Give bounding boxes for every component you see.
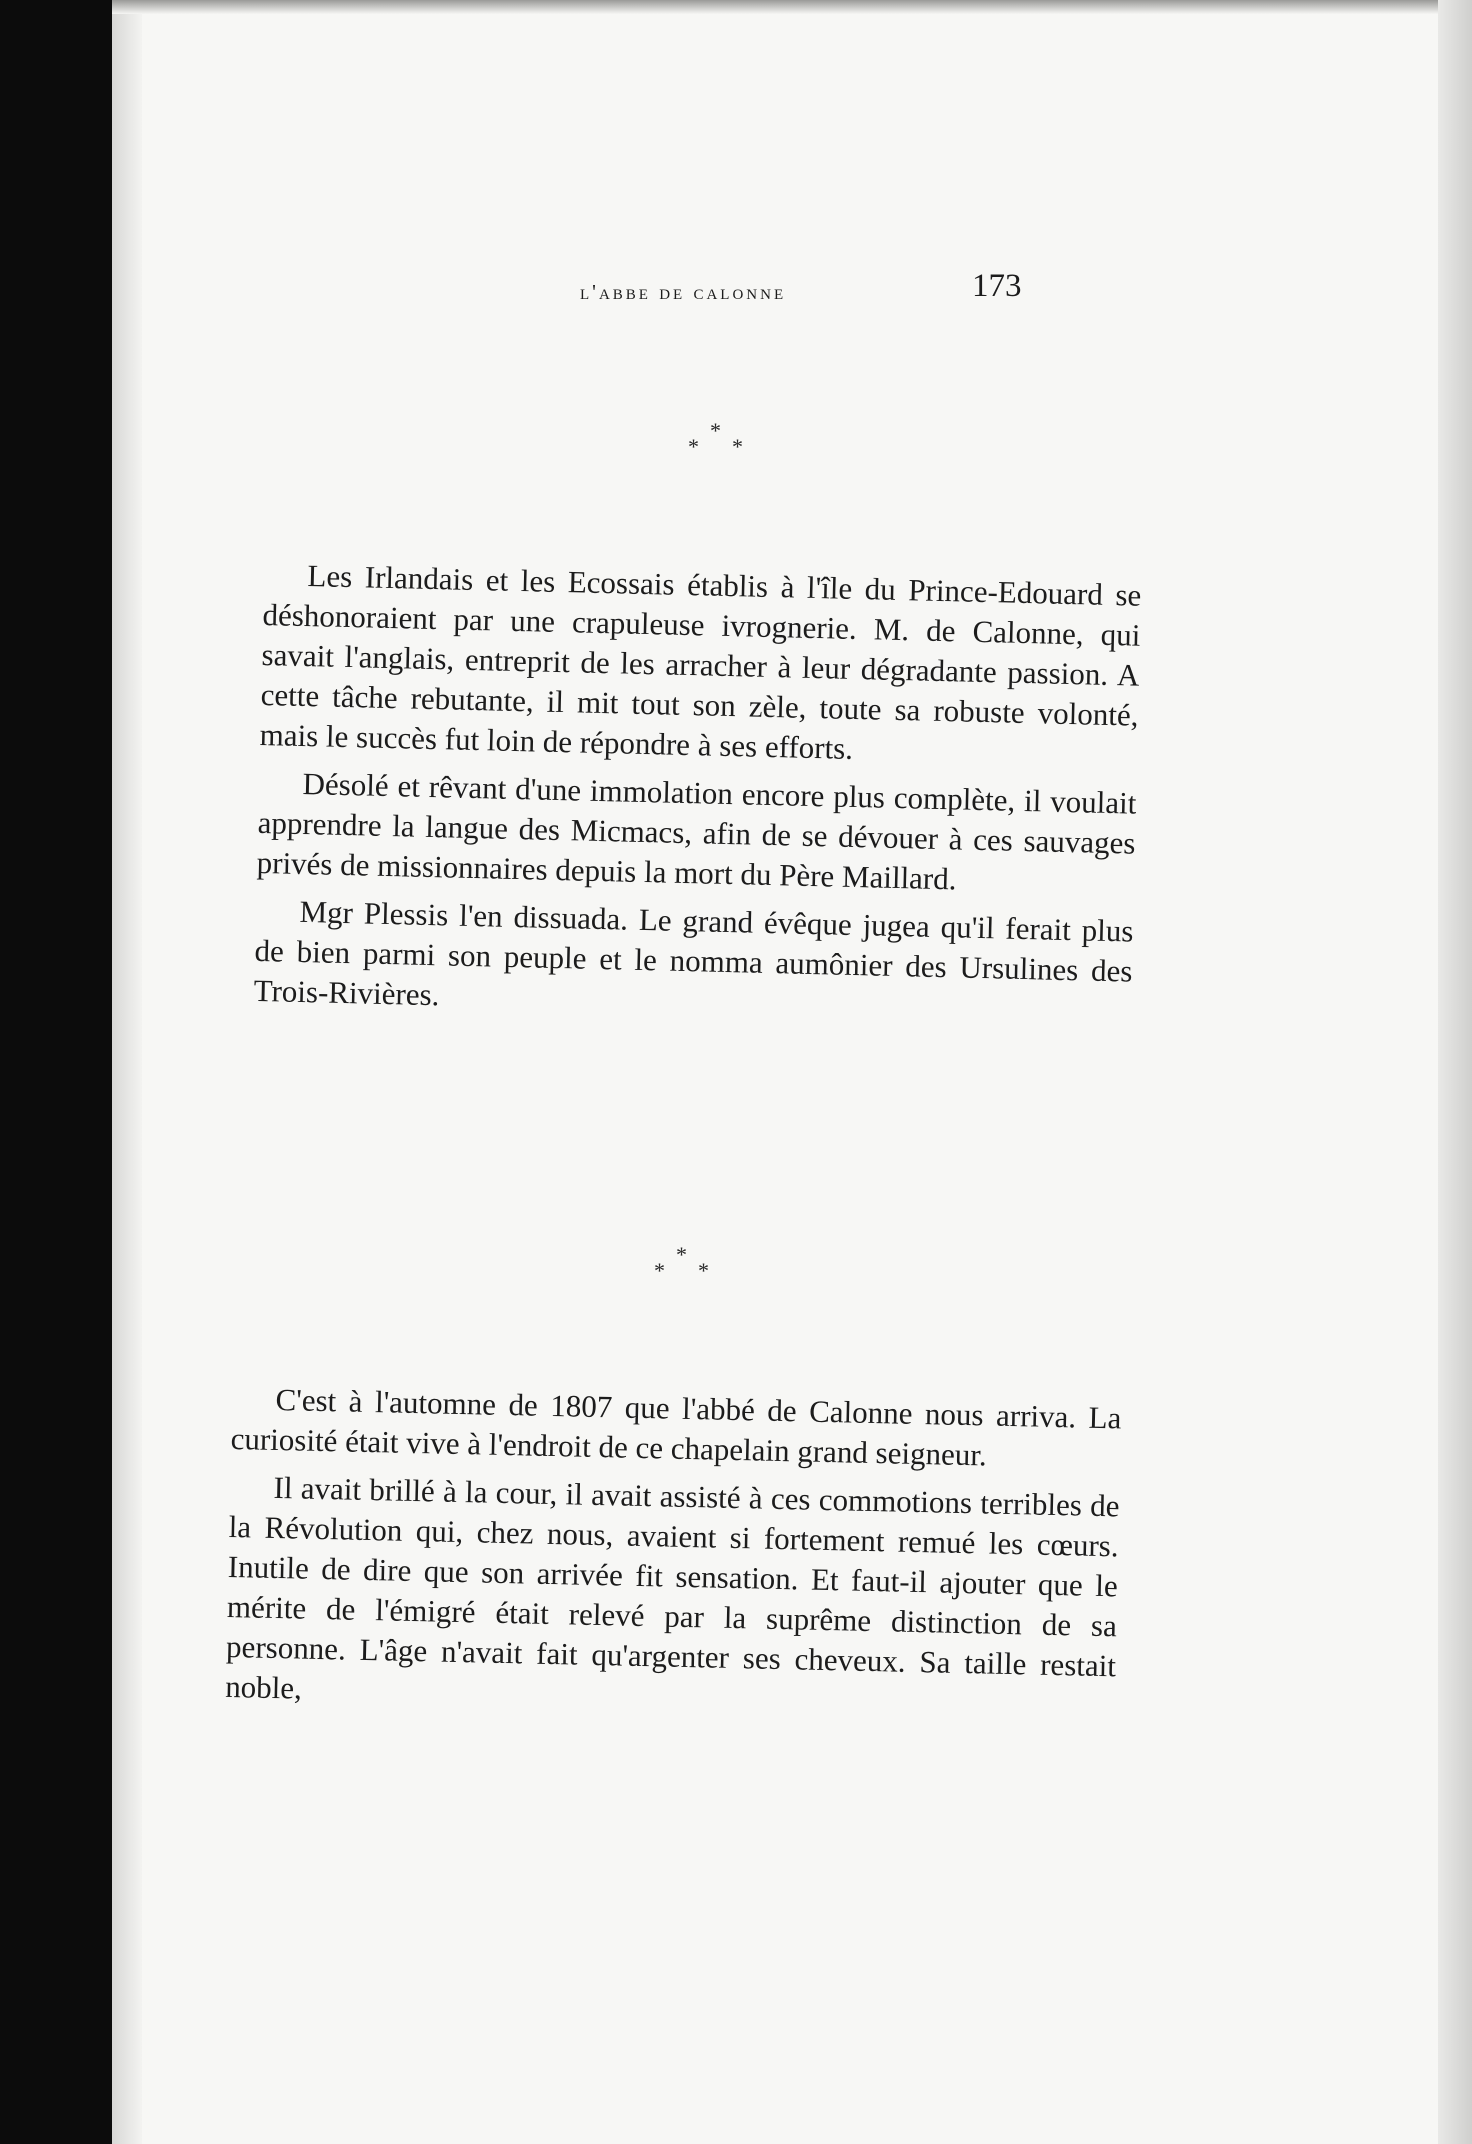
scan-shadow-top [112,0,1472,14]
asterism-ornament-top [688,418,748,468]
asterisk-icon: * [710,418,721,443]
asterisk-icon: * [654,1258,665,1283]
page-gutter [112,0,142,2144]
page-number: 173 [972,268,1022,304]
asterisk-icon: * [732,434,743,459]
asterism-ornament-middle [654,1242,714,1292]
asterisk-icon: * [698,1258,709,1283]
book-page [142,14,1438,2144]
paragraph: Il avait brillé à la cour, il avait assisté à ces commotions terribles de la Révolution qui, chez nous, avaient si fortement remué les cœurs. Inutile de dire que son arrivée fit sensation. Et faut-il ajouter que le mérite de l'émigré était relevé par la suprême distinction de sa personne. L'âge n'avait fait qu'argenter ses cheveux. Sa taille restait noble, [224,1469,1120,1706]
asterisk-icon: * [688,434,699,459]
text-section-2 [225,1379,1122,1734]
running-head [440,268,1022,308]
text-section-1 [253,555,1142,1040]
paragraph: Mgr Plessis l'en dissuada. Le grand évêque jugea qu'il ferait plus de bien parmi son peuple et le nomma aumônier des Ursulines des Trois-Rivières. [253,893,1134,1013]
asterisk-icon: * [676,1242,687,1267]
paragraph: C'est à l'automne de 1807 que l'abbé de Calonne nous arriva. La curiosité était vive à l'endroit de ce chapelain grand seigneur. [230,1381,1122,1473]
scan-border-left [0,0,112,2144]
running-title: l'abbe de calonne [580,280,787,304]
paragraph: Les Irlandais et les Ecossais établis à l'île du Prince-Edouard se déshonoraient par une crapuleuse ivrognerie. M. de Calonne, qui savait l'anglais, entreprit de les arracher à leur dégradante passion. A cette tâche rebutante, il mit tout son zèle, toute sa robuste volonté, mais le succès fut loin de répondre à ses efforts. [259,558,1142,766]
page-edge-right [1438,0,1472,2144]
paragraph: Désolé et rêvant d'une immolation encore plus complète, il voulait apprendre la langue des Micmacs, afin de se dévouer à ces sauvages privés de missionnaires depuis la mort du Père Maillard. [256,765,1137,897]
